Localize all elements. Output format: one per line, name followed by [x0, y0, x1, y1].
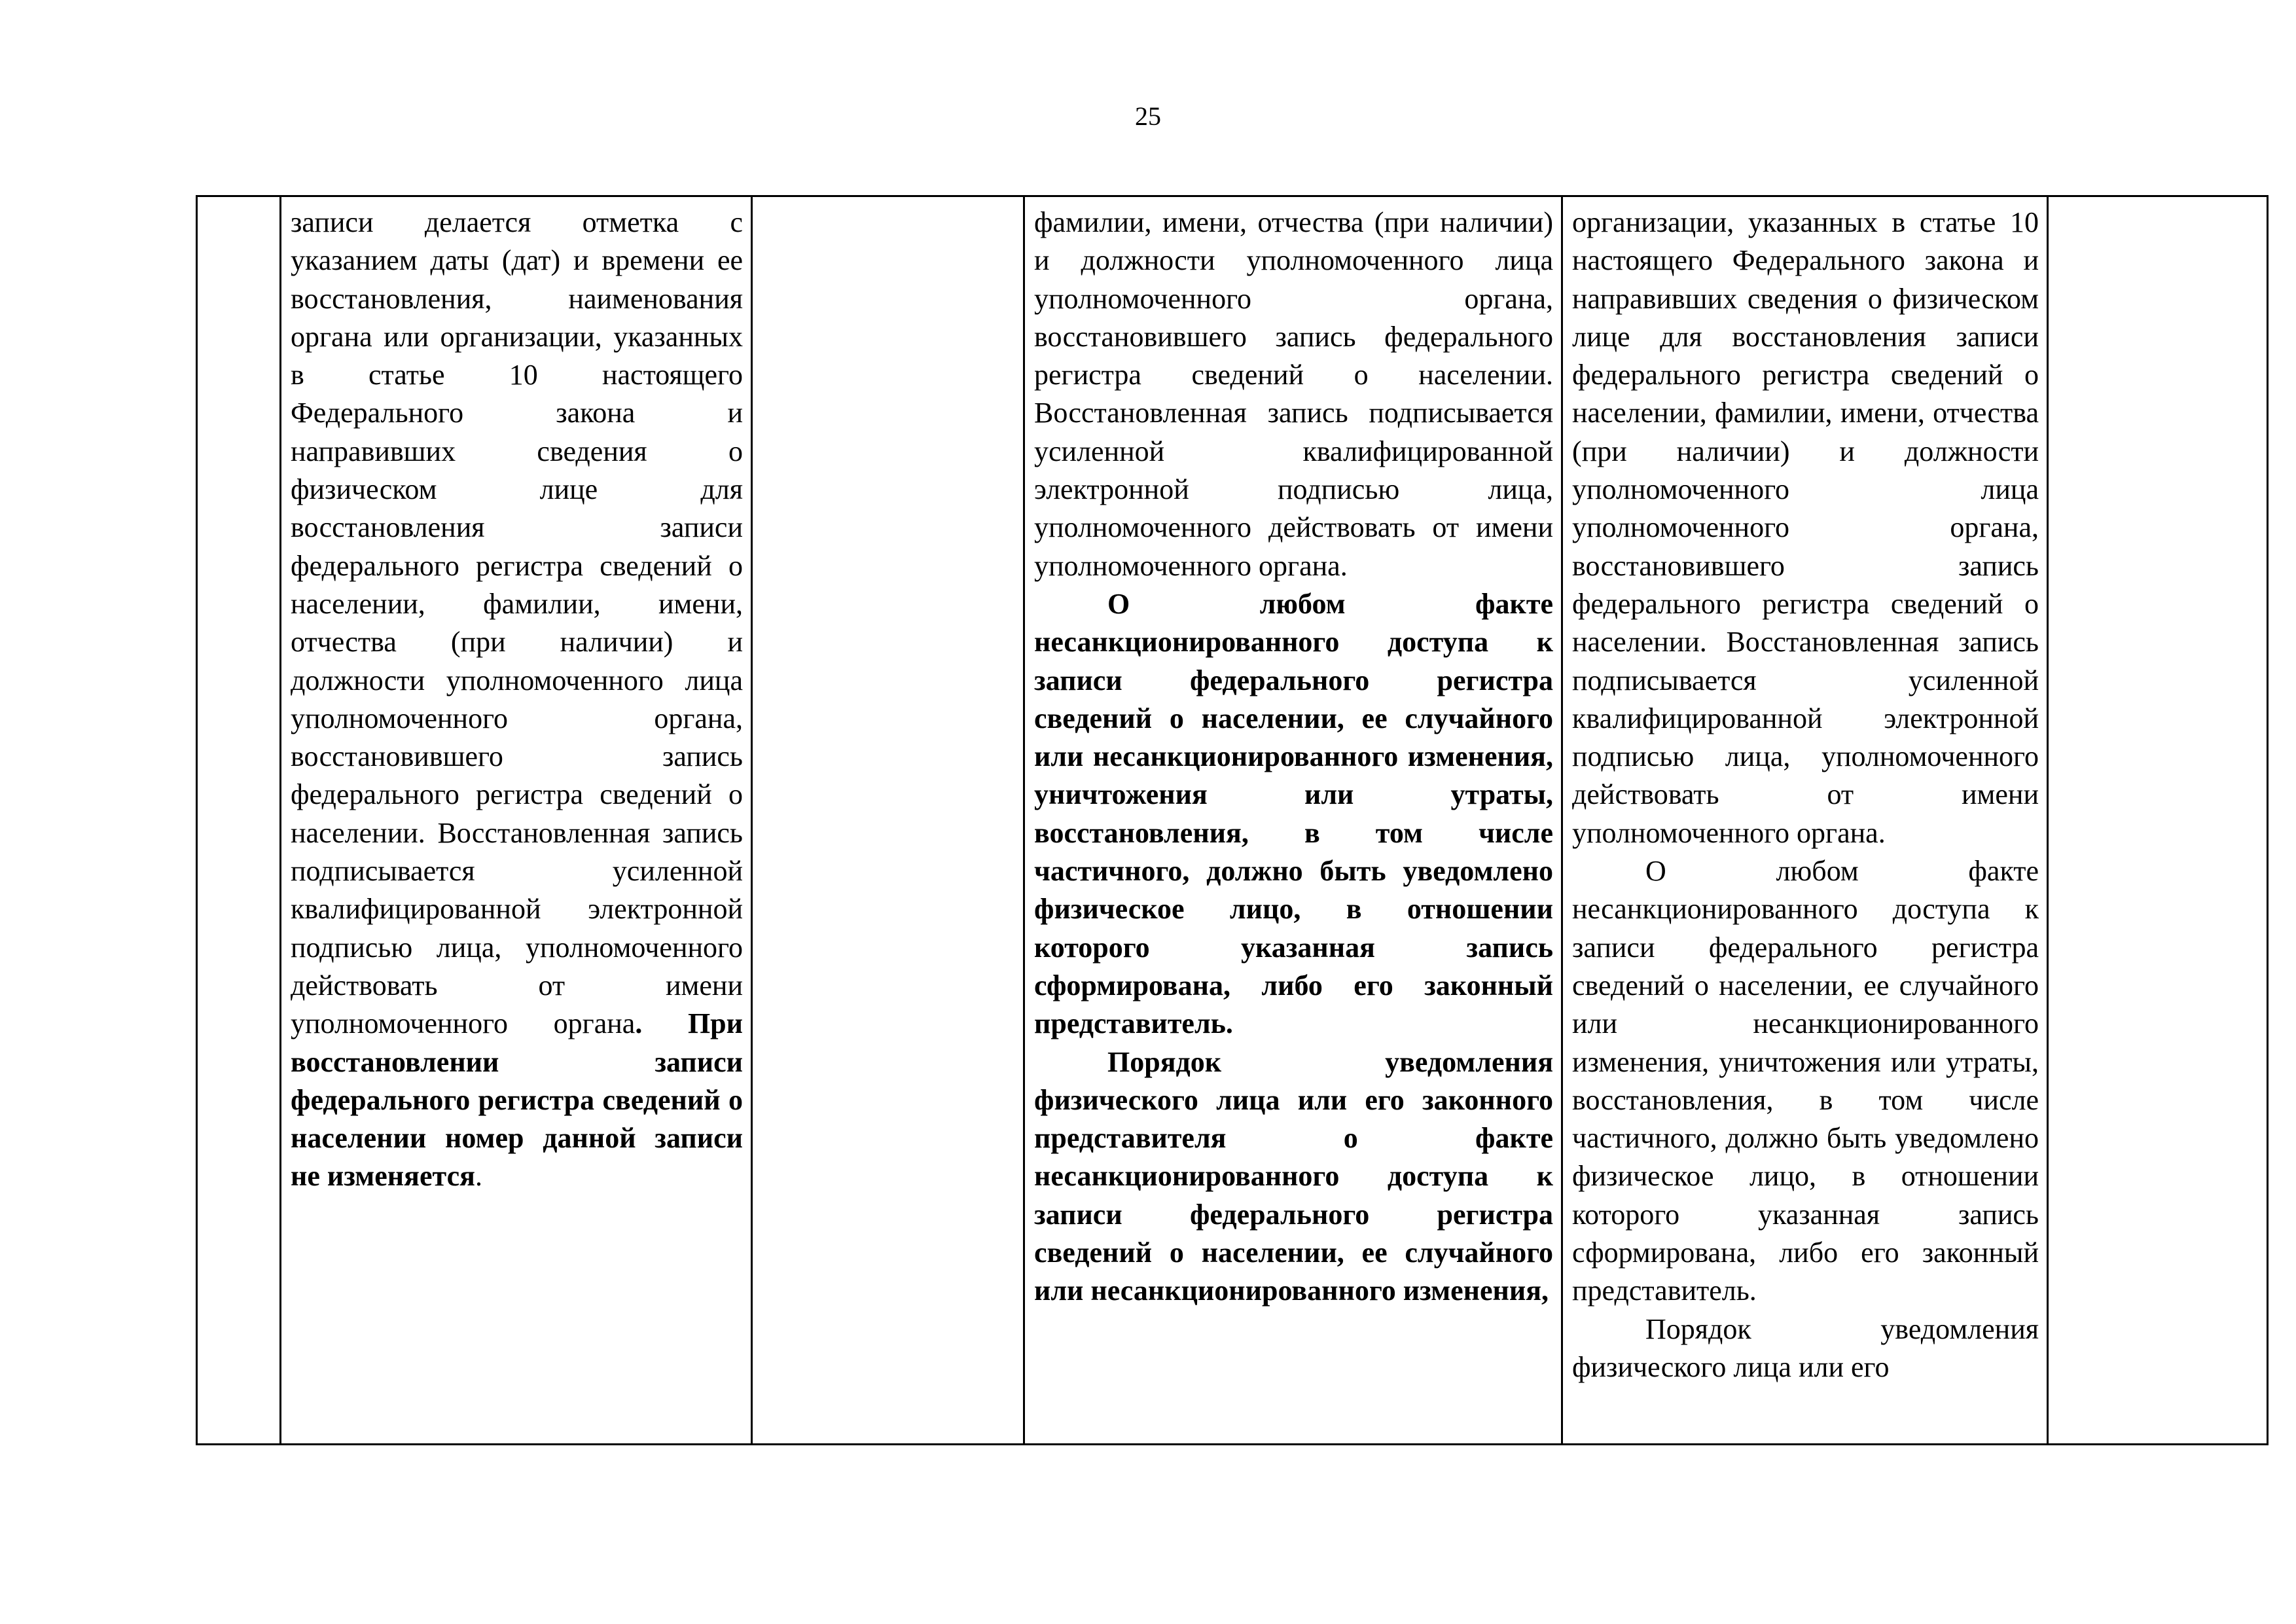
cell-notes — [2048, 196, 2268, 1445]
page-number: 25 — [1135, 101, 1161, 131]
cell-empty — [752, 196, 1024, 1445]
cell-original-text — [281, 196, 752, 1445]
original-text-end: . — [475, 1160, 482, 1193]
original-paragraph — [291, 204, 743, 1196]
cell-final-text — [1562, 196, 2048, 1445]
amended-bold-text-2: Порядок уведомления физического лица или его законного представителя о факте несанкционированного доступа к записи федерального регистра сведений о населении, ее случайного или несанкционированного изменения, — [1034, 1045, 1553, 1307]
comparison-table — [196, 195, 2269, 1445]
amended-paragraph-1: фамилии, имени, отчества (при наличии) и должности уполномоченного лица уполномоченного органа, восстановившего запись федерального регистра сведений о населении. Восстановленная запись подписывается усиленной квалифицированной электронной подписью лица, уполномоченного действовать от имени уполномоченного органа. — [1034, 206, 1553, 582]
final-paragraph-1: организации, указанных в статье 10 настоящего Федерального закона и направивших сведения о физическом лице для восстановления записи федерального регистра сведений о населении, фамилии, имени, отчества (при наличии) и должности уполномоченного лица уполномоченного органа, восстановившего запись федерального регистра сведений о населении. Восстановленная запись подписывается усиленной квалифицированной электронной подписью лица, уполномоченного действовать от имени уполномоченного органа. — [1572, 206, 2039, 849]
original-bold-text: . При восстановлении записи федерального регистра сведений о населении номер данной записи не изменяется — [291, 1007, 743, 1193]
final-paragraph-2: О любом факте несанкционированного доступа к записи федерального регистра сведений о населении, ее случайного или несанкционированного изменения, уничтожения или утраты, восстановления, в том числе частичного, должно быть уведомлено физическое лицо, в отношении которого указанная запись сформирована, либо его законный представитель. — [1572, 855, 2039, 1307]
cell-number — [197, 196, 281, 1445]
original-text: записи делается отметка с указанием даты (дат) и времени ее восстановления, наименования органа или организации, указанных в статье 10 настоящего Федерального закона и направивших сведения о физическом лице для восстановления записи федерального регистра сведений о населении, фамилии, имени, отчества (при наличии) и должности уполномоченного лица уполномоченного органа, восстановившего запись федерального регистра сведений о населении. Восстановленная запись подписывается усиленной квалифицированной электронной подписью лица, уполномоченного действовать от имени уполномоченного органа — [291, 206, 743, 1040]
amended-bold-text-1: О любом факте несанкционированного доступа к записи федерального регистра сведений о населении, ее случайного или несанкционированного изменения, уничтожения или утраты, восстановления, в том числе частичного, должно быть уведомлено физическое лицо, в отношении которого указанная запись сформирована, либо его законный представитель. — [1034, 587, 1553, 1040]
cell-amended-text — [1024, 196, 1562, 1445]
amended-paragraph-2 — [1034, 585, 1553, 1043]
amended-paragraph-3 — [1034, 1043, 1553, 1310]
final-paragraph-3: Порядок уведомления физического лица или его — [1572, 1312, 2039, 1383]
table-row — [197, 196, 2268, 1445]
